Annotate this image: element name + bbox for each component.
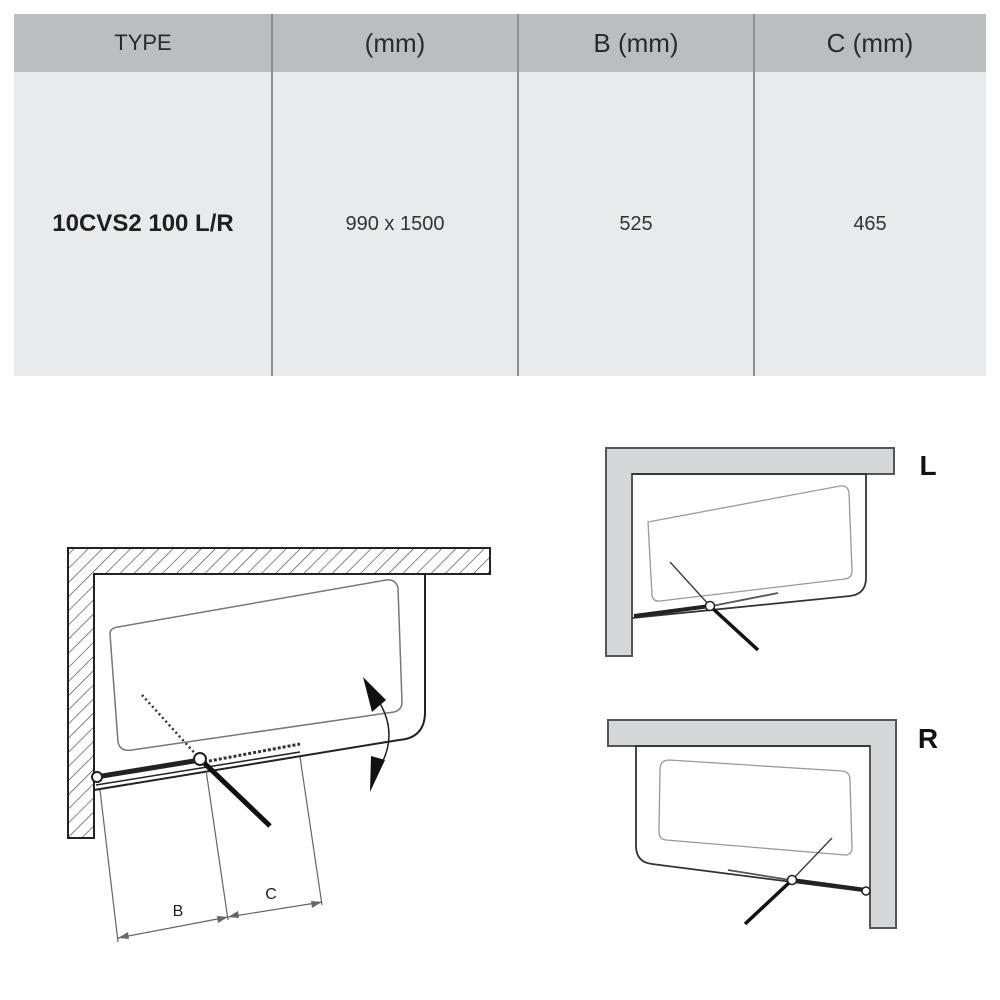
header-dimensions: (mm) [364,27,426,58]
dimension-c-label: C [265,886,277,903]
column-divider [271,14,273,376]
fixed-panel-right-variant [792,880,866,890]
door-panel-right-variant [745,880,792,924]
hinge-right-variant [788,876,797,885]
open-door-right-variant [792,838,832,880]
cell-b: 525 [619,212,653,235]
hatched-wall [68,548,490,838]
header-type: TYPE [114,30,172,55]
column-divider [753,14,755,376]
variant-right-label: R [917,723,939,754]
basin-left-variant [648,486,852,601]
dimension-b-label: B [172,903,184,920]
wall-right-variant [608,720,896,928]
header-c: C (mm) [826,27,914,58]
bathtub-inner-basin [110,580,402,750]
header-b: B (mm) [593,27,679,58]
main-plan-view [68,548,490,942]
dimension-lines [100,757,322,942]
rotation-arrows [363,677,389,792]
bathtub-right-variant [636,746,870,892]
door-panel-left-variant [710,606,758,650]
wall-profile-right-variant [862,887,870,895]
variant-left-label: L [919,450,937,481]
spec-table [14,14,986,376]
bathtub-left-variant [632,474,866,618]
hinge-left-variant [706,602,715,611]
table-header-row [14,14,986,72]
column-divider [517,14,519,376]
cell-type: 10CVS2 100 L/R [52,210,234,237]
installation-diagram [0,376,1000,1000]
variant-left-view [606,448,937,656]
door-hinge [194,753,206,765]
table-row [14,72,986,376]
door-open-position [142,695,200,759]
variant-right-view [608,720,938,928]
wall-profile-hinge [92,772,102,782]
cell-dimensions: 990 x 1500 [345,212,445,235]
swing-door-panel [200,759,270,826]
arrow-down-icon [370,756,385,792]
basin-right-variant [659,760,852,855]
cell-c: 465 [853,212,887,235]
